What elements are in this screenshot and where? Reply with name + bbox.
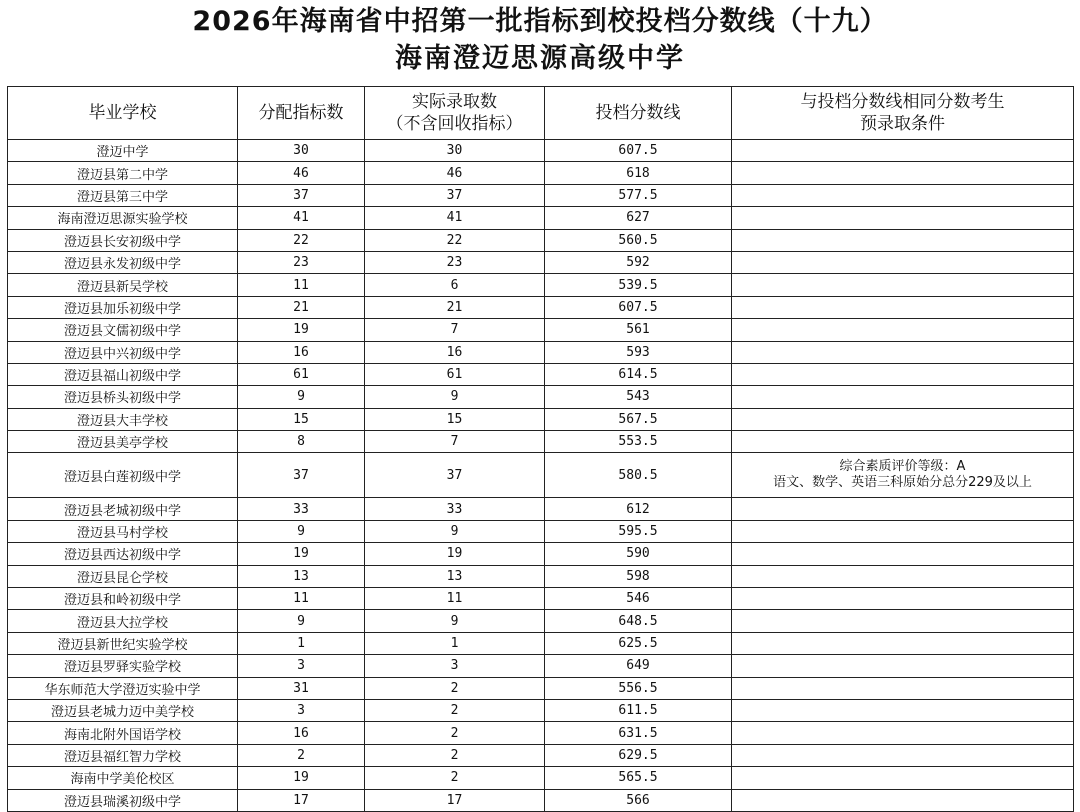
cell-quota: 13 bbox=[238, 565, 365, 587]
cell-quota: 21 bbox=[238, 296, 365, 318]
cell-score: 592 bbox=[545, 251, 732, 273]
table-row bbox=[8, 632, 1074, 654]
cell-quota: 11 bbox=[238, 274, 365, 296]
score-table bbox=[7, 86, 1074, 812]
cell-condition bbox=[732, 363, 1074, 385]
cell-score: 631.5 bbox=[545, 722, 732, 744]
table-row bbox=[8, 229, 1074, 251]
cell-quota: 2 bbox=[238, 744, 365, 766]
cell-school: 澄迈县昆仑学校 bbox=[8, 565, 238, 587]
table-row bbox=[8, 722, 1074, 744]
condition-line1: 综合素质评价等级：A bbox=[839, 459, 966, 475]
cell-admitted: 9 bbox=[365, 386, 545, 408]
cell-admitted: 22 bbox=[365, 229, 545, 251]
table-row bbox=[8, 319, 1074, 341]
cell-condition bbox=[732, 744, 1074, 766]
table-row bbox=[8, 296, 1074, 318]
cell-school: 澄迈县新世纪实验学校 bbox=[8, 632, 238, 654]
table-row bbox=[8, 386, 1074, 408]
cell-score: 611.5 bbox=[545, 699, 732, 721]
cell-score: 629.5 bbox=[545, 744, 732, 766]
cell-condition bbox=[732, 699, 1074, 721]
cell-quota: 19 bbox=[238, 319, 365, 341]
cell-quota: 17 bbox=[238, 789, 365, 811]
table-row bbox=[8, 251, 1074, 273]
condition-line2: 语文、数学、英语三科原始分总分229及以上 bbox=[773, 475, 1032, 491]
cell-admitted: 3 bbox=[365, 655, 545, 677]
table-row bbox=[8, 699, 1074, 721]
cell-quota: 30 bbox=[238, 140, 365, 162]
cell-school: 澄迈县美亭学校 bbox=[8, 431, 238, 453]
cell-school: 澄迈县第三中学 bbox=[8, 184, 238, 206]
header-condition-line2: 预录取条件 bbox=[860, 114, 945, 134]
cell-school: 澄迈县福红智力学校 bbox=[8, 744, 238, 766]
cell-quota: 22 bbox=[238, 229, 365, 251]
cell-admitted: 2 bbox=[365, 744, 545, 766]
table-row bbox=[8, 610, 1074, 632]
cell-school: 华东师范大学澄迈实验中学 bbox=[8, 677, 238, 699]
table-row bbox=[8, 363, 1074, 385]
cell-quota: 9 bbox=[238, 610, 365, 632]
cell-admitted: 7 bbox=[365, 319, 545, 341]
cell-school: 澄迈县大拉学校 bbox=[8, 610, 238, 632]
table-row bbox=[8, 744, 1074, 766]
cell-school: 澄迈县老城力迈中美学校 bbox=[8, 699, 238, 721]
header-condition-line1: 与投档分数线相同分数考生 bbox=[800, 92, 1005, 112]
cell-condition bbox=[732, 498, 1074, 520]
cell-score: 618 bbox=[545, 162, 732, 184]
cell-admitted: 9 bbox=[365, 520, 545, 542]
cell-school: 澄迈县福山初级中学 bbox=[8, 363, 238, 385]
table-row bbox=[8, 431, 1074, 453]
cell-school: 澄迈县桥头初级中学 bbox=[8, 386, 238, 408]
table-row bbox=[8, 408, 1074, 430]
cell-admitted: 2 bbox=[365, 699, 545, 721]
header-admitted-line2: （不含回收指标） bbox=[386, 114, 523, 134]
cell-school: 澄迈县瑞溪初级中学 bbox=[8, 789, 238, 811]
cell-school: 澄迈县马村学校 bbox=[8, 520, 238, 542]
cell-quota: 19 bbox=[238, 543, 365, 565]
cell-score: 556.5 bbox=[545, 677, 732, 699]
cell-quota: 31 bbox=[238, 677, 365, 699]
cell-score: 560.5 bbox=[545, 229, 732, 251]
cell-admitted: 23 bbox=[365, 251, 545, 273]
cell-score: 590 bbox=[545, 543, 732, 565]
cell-score: 595.5 bbox=[545, 520, 732, 542]
cell-condition bbox=[732, 274, 1074, 296]
cell-school: 澄迈县老城初级中学 bbox=[8, 498, 238, 520]
cell-quota: 16 bbox=[238, 341, 365, 363]
header-school: 毕业学校 bbox=[8, 87, 238, 140]
cell-score: 580.5 bbox=[545, 453, 732, 498]
cell-admitted: 61 bbox=[365, 363, 545, 385]
cell-score: 649 bbox=[545, 655, 732, 677]
cell-school: 澄迈县大丰学校 bbox=[8, 408, 238, 430]
cell-condition bbox=[732, 162, 1074, 184]
cell-school: 澄迈县白莲初级中学 bbox=[8, 453, 238, 498]
page-title: 2026年海南省中招第一批指标到校投档分数线（十九） bbox=[192, 6, 888, 37]
cell-score: 625.5 bbox=[545, 632, 732, 654]
cell-condition bbox=[732, 789, 1074, 811]
cell-quota: 46 bbox=[238, 162, 365, 184]
cell-admitted: 7 bbox=[365, 431, 545, 453]
cell-condition bbox=[732, 543, 1074, 565]
cell-admitted: 1 bbox=[365, 632, 545, 654]
table-row bbox=[8, 140, 1074, 162]
cell-admitted: 16 bbox=[365, 341, 545, 363]
cell-quota: 3 bbox=[238, 699, 365, 721]
cell-score: 612 bbox=[545, 498, 732, 520]
cell-school: 澄迈县第二中学 bbox=[8, 162, 238, 184]
cell-school: 海南北附外国语学校 bbox=[8, 722, 238, 744]
cell-condition bbox=[732, 184, 1074, 206]
cell-school: 澄迈县长安初级中学 bbox=[8, 229, 238, 251]
cell-condition bbox=[732, 207, 1074, 229]
cell-condition bbox=[732, 632, 1074, 654]
cell-score: 553.5 bbox=[545, 431, 732, 453]
cell-school: 海南中学美伦校区 bbox=[8, 767, 238, 789]
header-admitted-line1: 实际录取数 bbox=[412, 92, 497, 112]
table-row bbox=[8, 655, 1074, 677]
cell-score: 561 bbox=[545, 319, 732, 341]
cell-admitted: 46 bbox=[365, 162, 545, 184]
cell-quota: 61 bbox=[238, 363, 365, 385]
header-admitted bbox=[365, 87, 545, 140]
cell-condition bbox=[732, 386, 1074, 408]
cell-score: 607.5 bbox=[545, 140, 732, 162]
cell-quota: 16 bbox=[238, 722, 365, 744]
cell-admitted: 19 bbox=[365, 543, 545, 565]
cell-condition bbox=[732, 610, 1074, 632]
cell-condition bbox=[732, 319, 1074, 341]
header-quota: 分配指标数 bbox=[238, 87, 365, 140]
cell-condition bbox=[732, 229, 1074, 251]
cell-condition bbox=[732, 565, 1074, 587]
cell-admitted: 41 bbox=[365, 207, 545, 229]
table-row bbox=[8, 677, 1074, 699]
header-condition bbox=[732, 87, 1074, 140]
cell-score: 565.5 bbox=[545, 767, 732, 789]
cell-admitted: 15 bbox=[365, 408, 545, 430]
cell-score: 567.5 bbox=[545, 408, 732, 430]
cell-admitted: 21 bbox=[365, 296, 545, 318]
cell-school: 澄迈县西达初级中学 bbox=[8, 543, 238, 565]
cell-admitted: 33 bbox=[365, 498, 545, 520]
cell-score: 539.5 bbox=[545, 274, 732, 296]
cell-school: 澄迈县罗驿实验学校 bbox=[8, 655, 238, 677]
table-row bbox=[8, 162, 1074, 184]
cell-score: 607.5 bbox=[545, 296, 732, 318]
cell-quota: 37 bbox=[238, 184, 365, 206]
header-score: 投档分数线 bbox=[545, 87, 732, 140]
cell-admitted: 13 bbox=[365, 565, 545, 587]
table-header-row bbox=[8, 87, 1074, 140]
table-body bbox=[8, 140, 1074, 812]
cell-school: 澄迈县新吴学校 bbox=[8, 274, 238, 296]
cell-admitted: 30 bbox=[365, 140, 545, 162]
cell-quota: 23 bbox=[238, 251, 365, 273]
cell-admitted: 2 bbox=[365, 722, 545, 744]
cell-admitted: 11 bbox=[365, 588, 545, 610]
table-row bbox=[8, 565, 1074, 587]
cell-score: 627 bbox=[545, 207, 732, 229]
cell-condition bbox=[732, 251, 1074, 273]
cell-school: 澄迈县中兴初级中学 bbox=[8, 341, 238, 363]
table-row bbox=[8, 588, 1074, 610]
table-row bbox=[8, 453, 1074, 498]
cell-quota: 37 bbox=[238, 453, 365, 498]
cell-condition bbox=[732, 655, 1074, 677]
table-row bbox=[8, 498, 1074, 520]
cell-school: 海南澄迈思源实验学校 bbox=[8, 207, 238, 229]
cell-condition bbox=[732, 520, 1074, 542]
cell-quota: 1 bbox=[238, 632, 365, 654]
cell-condition bbox=[732, 677, 1074, 699]
table-row bbox=[8, 341, 1074, 363]
table-row bbox=[8, 543, 1074, 565]
title-block bbox=[0, 0, 1080, 86]
cell-school: 澄迈县永发初级中学 bbox=[8, 251, 238, 273]
cell-score: 593 bbox=[545, 341, 732, 363]
cell-score: 648.5 bbox=[545, 610, 732, 632]
table-row bbox=[8, 184, 1074, 206]
table-row bbox=[8, 274, 1074, 296]
cell-score: 546 bbox=[545, 588, 732, 610]
page-subtitle: 海南澄迈思源高级中学 bbox=[395, 43, 685, 74]
table-row bbox=[8, 767, 1074, 789]
cell-condition bbox=[732, 431, 1074, 453]
cell-school: 澄迈县文儒初级中学 bbox=[8, 319, 238, 341]
cell-quota: 9 bbox=[238, 520, 365, 542]
cell-quota: 8 bbox=[238, 431, 365, 453]
cell-quota: 11 bbox=[238, 588, 365, 610]
cell-score: 614.5 bbox=[545, 363, 732, 385]
cell-condition bbox=[732, 722, 1074, 744]
cell-admitted: 37 bbox=[365, 184, 545, 206]
cell-quota: 3 bbox=[238, 655, 365, 677]
cell-condition bbox=[732, 140, 1074, 162]
cell-condition bbox=[732, 453, 1074, 498]
cell-quota: 9 bbox=[238, 386, 365, 408]
cell-score: 577.5 bbox=[545, 184, 732, 206]
cell-admitted: 2 bbox=[365, 677, 545, 699]
cell-quota: 33 bbox=[238, 498, 365, 520]
cell-score: 598 bbox=[545, 565, 732, 587]
cell-school: 澄迈县和岭初级中学 bbox=[8, 588, 238, 610]
cell-score: 543 bbox=[545, 386, 732, 408]
cell-quota: 15 bbox=[238, 408, 365, 430]
cell-condition bbox=[732, 296, 1074, 318]
cell-score: 566 bbox=[545, 789, 732, 811]
cell-admitted: 2 bbox=[365, 767, 545, 789]
cell-condition bbox=[732, 408, 1074, 430]
cell-admitted: 37 bbox=[365, 453, 545, 498]
cell-quota: 41 bbox=[238, 207, 365, 229]
table-row bbox=[8, 207, 1074, 229]
table-row bbox=[8, 520, 1074, 542]
cell-condition bbox=[732, 767, 1074, 789]
cell-condition bbox=[732, 588, 1074, 610]
cell-school: 澄迈中学 bbox=[8, 140, 238, 162]
cell-school: 澄迈县加乐初级中学 bbox=[8, 296, 238, 318]
cell-admitted: 17 bbox=[365, 789, 545, 811]
cell-admitted: 6 bbox=[365, 274, 545, 296]
cell-admitted: 9 bbox=[365, 610, 545, 632]
cell-condition bbox=[732, 341, 1074, 363]
cell-quota: 19 bbox=[238, 767, 365, 789]
table-row bbox=[8, 789, 1074, 811]
